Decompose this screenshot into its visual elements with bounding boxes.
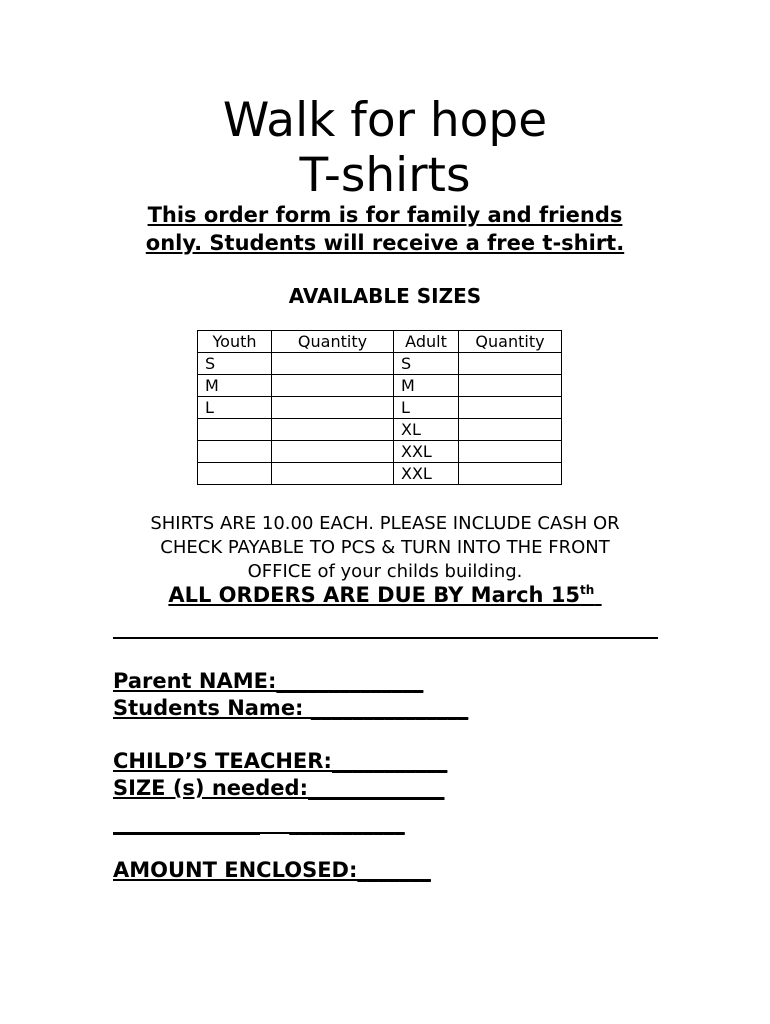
table-row xyxy=(198,441,562,463)
table-row xyxy=(198,353,562,375)
youth-size-cell: S xyxy=(198,353,272,375)
adult-quantity-cell xyxy=(459,441,562,463)
available-sizes-heading: AVAILABLE SIZES xyxy=(288,284,482,308)
adult-quantity-cell xyxy=(459,397,562,419)
sizes-table xyxy=(197,330,562,485)
adult-size-cell: S xyxy=(394,353,459,375)
adult-quantity-cell xyxy=(459,419,562,441)
adult-quantity-cell xyxy=(459,353,562,375)
parent-name-field: Parent NAME:______________ xyxy=(113,669,424,693)
column-header-youth: Youth xyxy=(198,331,272,353)
childs-teacher-field: CHILD’S TEACHER:___________ xyxy=(113,749,448,773)
adult-quantity-cell xyxy=(459,375,562,397)
table-row xyxy=(198,375,562,397)
adult-size-cell: XL xyxy=(394,419,459,441)
youth-size-cell xyxy=(198,419,272,441)
pricing-line1: SHIRTS ARE 10.00 EACH. PLEASE INCLUDE CASH OR xyxy=(150,513,620,534)
youth-quantity-cell xyxy=(272,353,394,375)
table-row xyxy=(198,463,562,485)
students-name-field: Students Name: _______________ xyxy=(113,696,469,720)
youth-quantity-cell xyxy=(272,419,394,441)
column-header-adult-quantity: Quantity xyxy=(459,331,562,353)
youth-quantity-cell xyxy=(272,397,394,419)
youth-size-cell xyxy=(198,441,272,463)
subtitle-line1: This order form is for family and friends xyxy=(147,203,623,227)
page-title-line2: T-shirts xyxy=(299,148,471,203)
youth-quantity-cell xyxy=(272,463,394,485)
subtitle-line2: only. Students will receive a free t-shirt. xyxy=(145,231,625,255)
column-header-youth-quantity: Quantity xyxy=(272,331,394,353)
page-title-line1: Walk for hope xyxy=(222,93,548,148)
table-row xyxy=(198,397,562,419)
youth-size-cell: L xyxy=(198,397,272,419)
adult-size-cell: XXL xyxy=(394,463,459,485)
divider-line xyxy=(113,637,658,639)
size-needed-field: SIZE (s) needed:_____________ xyxy=(113,776,445,800)
pricing-line3: OFFICE of your childs building. xyxy=(247,561,523,582)
youth-size-cell xyxy=(198,463,272,485)
due-date-text: ALL ORDERS ARE DUE BY March 15 xyxy=(168,583,581,607)
due-date-notice xyxy=(0,583,770,607)
adult-size-cell: XXL xyxy=(394,441,459,463)
youth-size-cell: M xyxy=(198,375,272,397)
adult-size-cell: M xyxy=(394,375,459,397)
blank-line-field: ______________ ___________ xyxy=(113,811,405,835)
table-row xyxy=(198,419,562,441)
due-date-suffix: th xyxy=(580,583,595,597)
subtitle xyxy=(0,201,770,257)
amount-enclosed-field: AMOUNT ENCLOSED:_______ xyxy=(113,858,431,882)
sizes-table-header xyxy=(198,331,562,353)
column-header-adult: Adult xyxy=(394,331,459,353)
pricing-instructions xyxy=(0,512,770,584)
youth-quantity-cell xyxy=(272,441,394,463)
adult-size-cell: L xyxy=(394,397,459,419)
adult-quantity-cell xyxy=(459,463,562,485)
pricing-line2: CHECK PAYABLE TO PCS & TURN INTO THE FRONT xyxy=(160,537,610,558)
youth-quantity-cell xyxy=(272,375,394,397)
